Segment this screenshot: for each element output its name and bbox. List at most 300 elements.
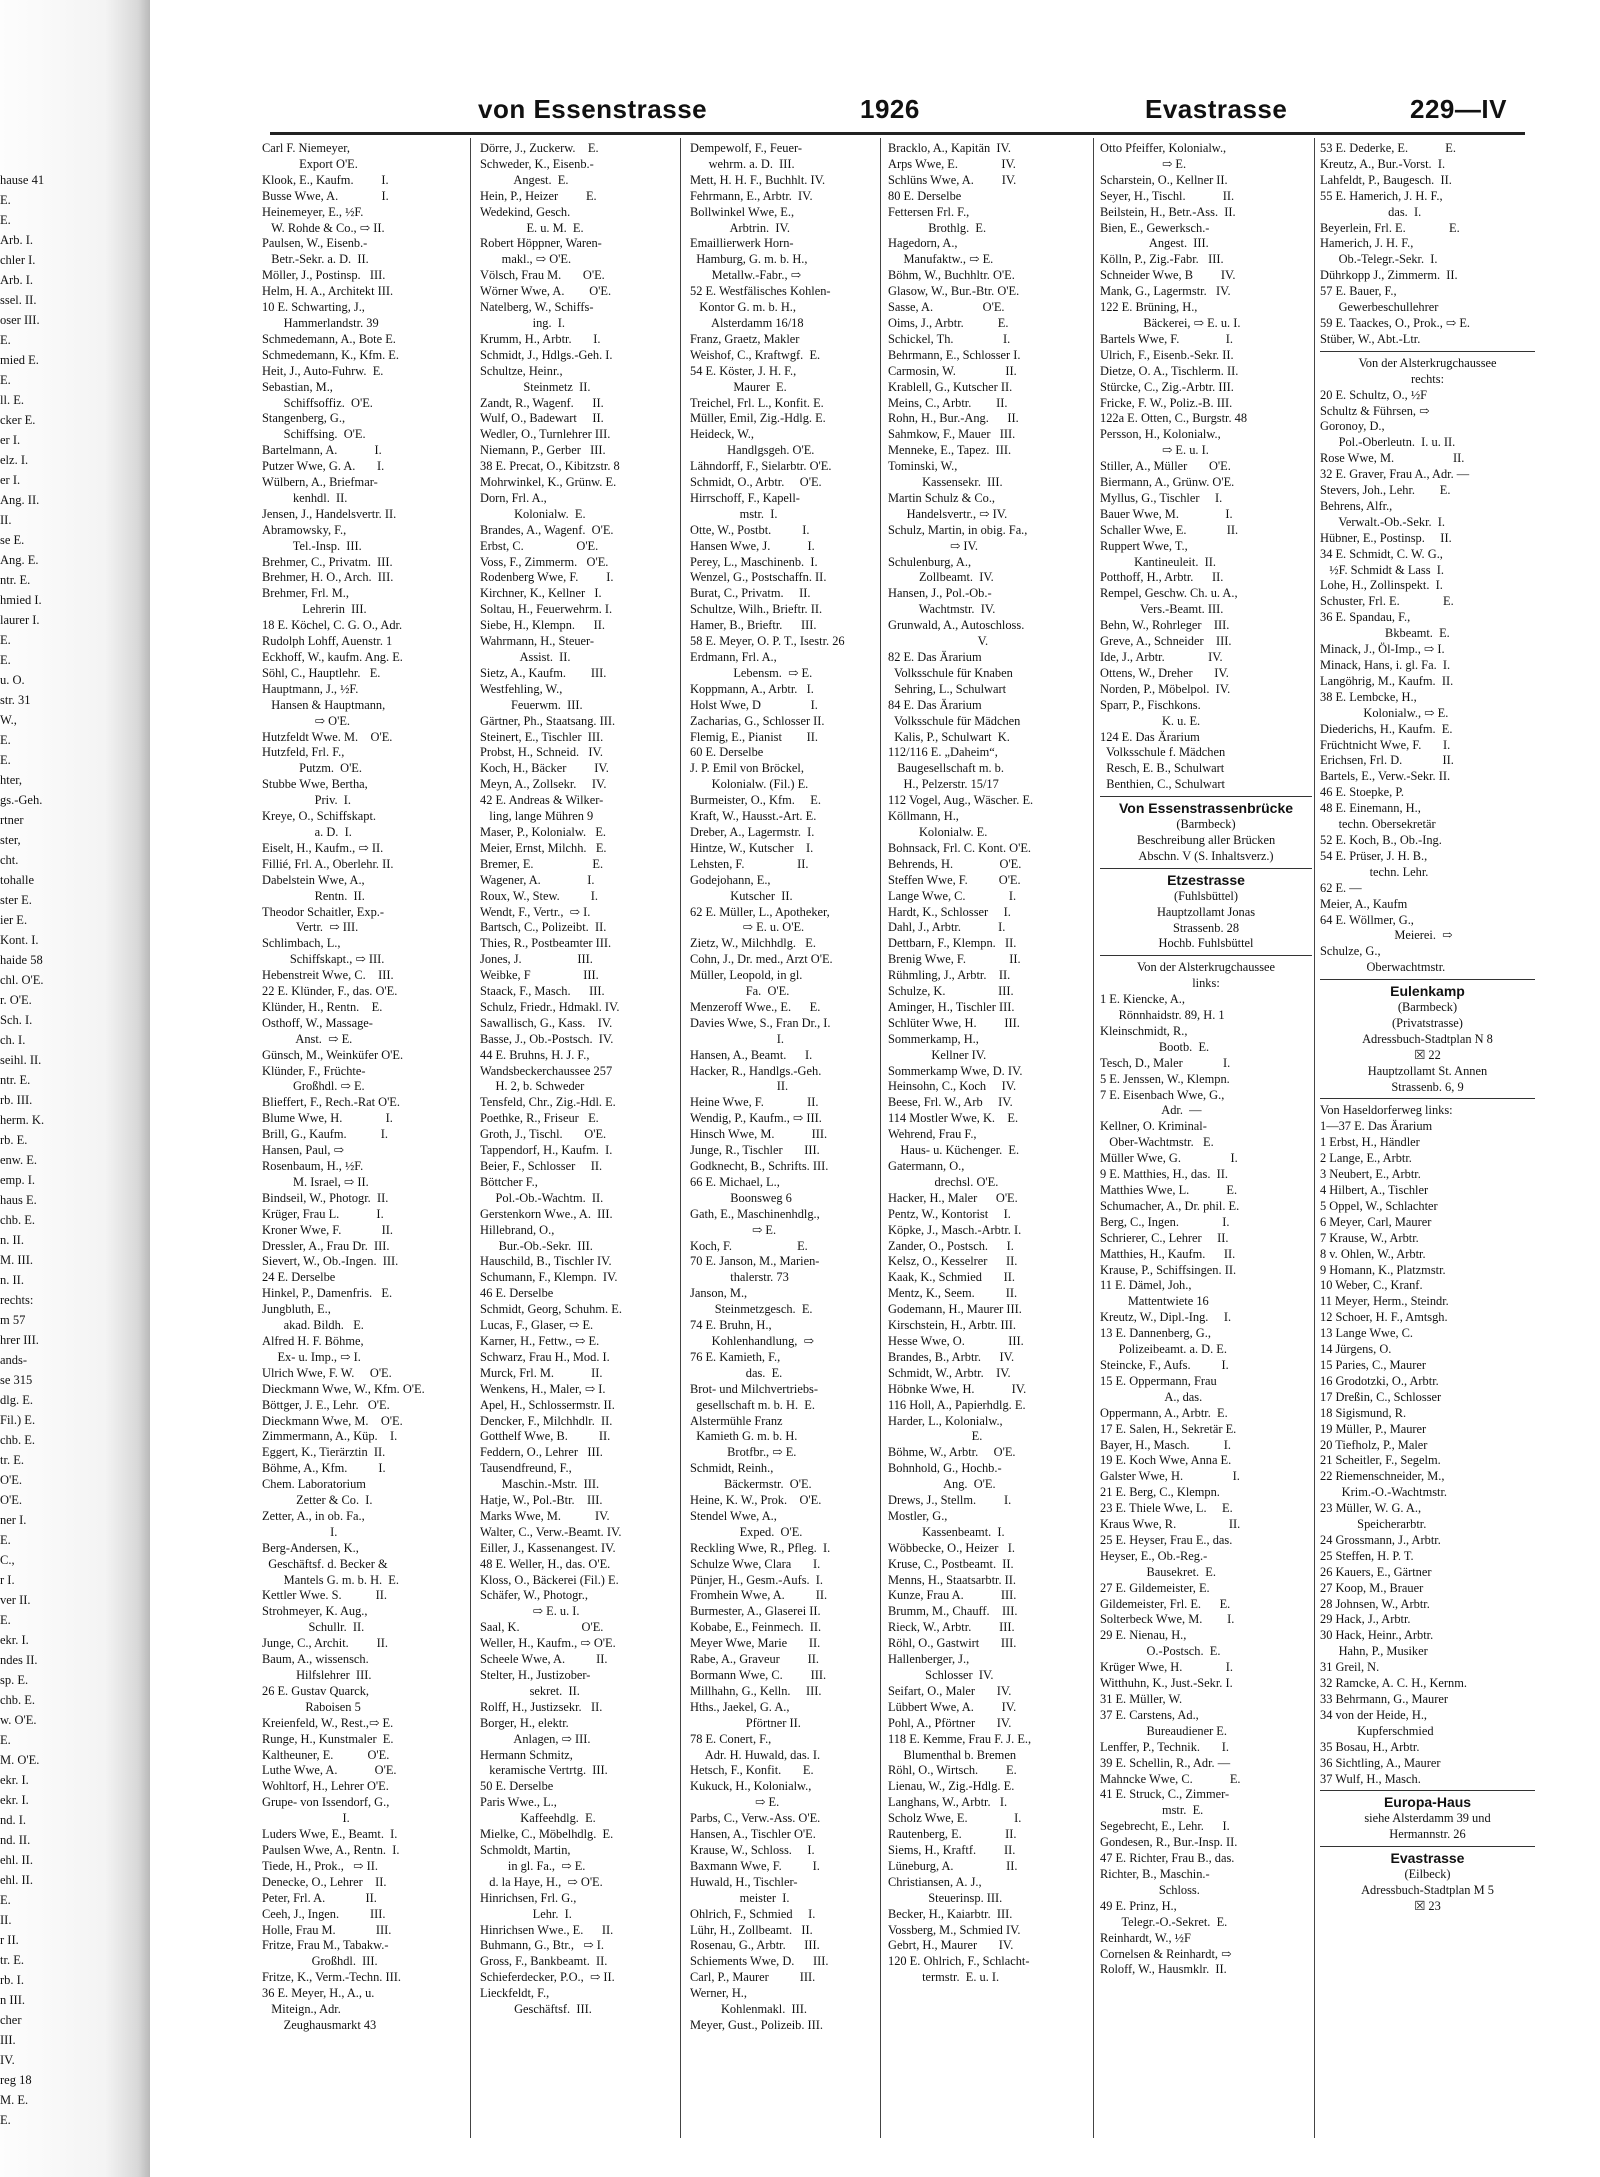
street-note: ☒ 23	[1414, 1898, 1441, 1913]
directory-entry: 54 E. Prüser, J. H. B.,	[1320, 848, 1428, 863]
directory-entry: Beese, Frl. W., Arb IV.	[888, 1095, 1013, 1110]
directory-entry: Voss, F., Zimmerm. O'E.	[480, 554, 609, 569]
directory-entry: 41 E. Struck, C., Zimmer-	[1100, 1787, 1230, 1802]
margin-fragment: er I.	[0, 473, 21, 487]
directory-entry: Zeughausmarkt 43	[262, 2017, 377, 2032]
directory-entry: Tel.-Insp. III.	[262, 538, 362, 553]
directory-entry: Brandes, A., Wagenf. O'E.	[480, 522, 614, 537]
directory-entry: Resch, E. B., Schulwart	[1100, 761, 1225, 776]
directory-entry: Wulf, O., Badewart II.	[480, 411, 604, 426]
directory-entry: Arbtrin. IV.	[690, 220, 790, 235]
directory-entry: mstr. E.	[1100, 1803, 1204, 1818]
directory-entry: Koch, H., Bäcker IV.	[480, 761, 609, 776]
directory-entry: Hansen, Paul, ⇨	[262, 1143, 344, 1158]
directory-entry: 60 E. Derselbe	[690, 745, 764, 760]
margin-fragment: mied E.	[0, 353, 39, 367]
directory-entry: Kalis, P., Schulwart K.	[888, 729, 1010, 744]
directory-entry: Maser, P., Kolonialw. E.	[480, 824, 607, 839]
directory-entry: Baxmann Wwe, F. I.	[690, 1858, 820, 1873]
directory-entry: 5 Oppel, W., Schlachter	[1320, 1198, 1438, 1213]
directory-entry: 58 E. Meyer, O. P. T., Isestr. 26	[690, 634, 845, 649]
directory-entry: Eiselt, H., Kaufm., ⇨ II.	[262, 840, 384, 855]
margin-fragment: ll. E.	[0, 393, 24, 407]
directory-entry: Sietz, A., Kaufm. III.	[480, 665, 607, 680]
directory-entry: Sehring, L., Schulwart	[888, 681, 1007, 696]
directory-entry: mstr. I.	[690, 506, 778, 521]
directory-entry: Polizeibeamt. a. D. E.	[1100, 1342, 1227, 1357]
margin-fragment: Kont. I.	[0, 933, 39, 947]
directory-entry: Lebensm. ⇨ E.	[690, 665, 813, 680]
directory-entry: Dieckmann Wwe, W., Kfm. O'E.	[262, 1381, 425, 1396]
directory-entry: Meyer, Gust., Polizeib. III.	[690, 2017, 824, 2032]
directory-entry: Böhm, W., Buchhltr. O'E.	[888, 268, 1015, 283]
directory-column-1	[262, 141, 455, 2034]
directory-entry: Roux, W., Stew. I.	[480, 888, 598, 903]
directory-entry: Maurer E.	[690, 379, 787, 394]
directory-entry: Chem. Laboratorium	[262, 1477, 366, 1492]
directory-entry: Apel, H., Schlossermstr. II.	[480, 1397, 615, 1412]
directory-entry: Perey, L., Maschinenb. I.	[690, 554, 818, 569]
directory-entry: gesellschaft m. b. H. E.	[690, 1397, 815, 1412]
directory-entry: 36 E. Spandau, F.,	[1320, 610, 1411, 625]
directory-entry: Gerstenkorn Wwe., A. III.	[480, 1206, 613, 1221]
directory-column-4	[888, 141, 1088, 1986]
directory-entry: Harder, L., Kolonialw.,	[888, 1413, 1003, 1428]
directory-entry: Jones, J. III.	[480, 952, 593, 967]
margin-fragment: Fil.) E.	[0, 1413, 36, 1427]
directory-entry: 8 v. Ohlen, W., Arbtr.	[1320, 1246, 1426, 1261]
directory-entry: Kellner IV.	[888, 1047, 987, 1062]
directory-entry: Paulsen, W., Eisenb.-	[262, 236, 368, 251]
street-note: (Eilbeck)	[1404, 1867, 1451, 1882]
directory-entry: Ide, J., Arbtr. IV.	[1100, 650, 1223, 664]
directory-entry: 22 E. Klünder, F., das. O'E.	[262, 984, 398, 999]
directory-entry: Bkbeamt. E.	[1320, 626, 1450, 641]
directory-entry: 2 Lange, E., Arbtr.	[1320, 1151, 1412, 1166]
street-note: Hauptzollamt Jonas	[1156, 904, 1256, 919]
margin-fragment: E.	[0, 193, 11, 207]
directory-entry: Godejohann, E.,	[690, 872, 771, 887]
directory-entry: Schultze, Wilh., Brieftr. II.	[690, 602, 823, 617]
directory-entry: Bindseil, W., Photogr. II.	[262, 1190, 389, 1205]
directory-entry: Sommerkamp Wwe, D. IV.	[888, 1063, 1023, 1078]
directory-entry: 118 E. Kemme, Frau F. J. E.,	[888, 1731, 1032, 1746]
column-divider	[1314, 138, 1315, 2138]
directory-entry: Telegr.-O.-Sekret. E.	[1100, 1914, 1228, 1929]
directory-entry: Schiffsing. O'E.	[262, 427, 366, 442]
directory-entry: Großhdl. ⇨ E.	[262, 1079, 365, 1094]
directory-entry: 44 E. Bruhns, H. J. F.,	[480, 1047, 590, 1062]
directory-entry: Kloss, O., Bäckerei (Fil.) E.	[480, 1572, 619, 1587]
directory-entry: Scholz Wwe, E. I.	[888, 1811, 1022, 1826]
directory-entry: ⇨ O'E.	[262, 713, 350, 728]
margin-fragment: ands-	[0, 1353, 28, 1367]
directory-entry: 112/116 E. „Daheim“,	[888, 745, 998, 760]
directory-entry: Wenkens, H., Maler, ⇨ I.	[480, 1381, 606, 1396]
directory-entry: Rieck, W., Arbtr. III.	[888, 1620, 1015, 1635]
directory-entry: Völsch, Frau M. O'E.	[480, 268, 605, 283]
directory-entry: Busse Wwe, A. I.	[262, 188, 389, 203]
directory-entry: Hansen Wwe, J. I.	[690, 538, 815, 553]
directory-entry: Gath, E., Maschinenhdlg.,	[690, 1206, 820, 1221]
directory-entry: Schickel, Th. I.	[888, 331, 1011, 346]
directory-entry: Schiffskapt., ⇨ III.	[262, 952, 385, 967]
directory-entry: 64 E. Wöllmer, G.,	[1320, 912, 1414, 927]
directory-entry: Kantineuleit. II.	[1100, 554, 1216, 569]
directory-entry: Schäfer, W., Photogr.,	[480, 1588, 588, 1603]
directory-entry: Behrends, H. O'E.	[888, 856, 1022, 871]
directory-entry: Eiller, J., Kassenangest. IV.	[480, 1540, 616, 1555]
directory-entry: Weller, H., Kaufm., ⇨ O'E.	[480, 1636, 616, 1651]
directory-entry: 24 Grossmann, J., Arbtr.	[1320, 1532, 1441, 1547]
directory-entry: Fillié, Frl. A., Oberlehr. II.	[262, 856, 394, 871]
directory-entry: Junge, C., Archit. II.	[262, 1636, 388, 1651]
directory-entry: Hein, P., Heizer E.	[480, 188, 597, 203]
directory-entry: Lehrerin III.	[262, 602, 367, 617]
header-year: 1926	[860, 94, 920, 124]
directory-entry: Strohmeyer, K. Aug.,	[262, 1604, 368, 1619]
directory-entry: Ober-Wachtmstr. E.	[1100, 1135, 1214, 1150]
directory-entry: Wandsbeckerchaussee 257	[480, 1063, 613, 1078]
directory-entry: Persson, H., Kolonialw.,	[1100, 427, 1221, 442]
directory-entry: 15 E. Oppermann, Frau	[1100, 1373, 1217, 1388]
directory-entry: Kohlenmakl. III.	[690, 2002, 807, 2017]
directory-entry: Tensfeld, Chr., Zig.-Hdl. E.	[480, 1095, 616, 1110]
directory-entry: Heinsohn, C., Koch IV.	[888, 1079, 1017, 1094]
section-divider	[1320, 1098, 1535, 1099]
street-heading: Etzestrasse	[1167, 872, 1245, 888]
section-divider	[1100, 868, 1312, 869]
directory-entry: Schwarz, Frau H., Mod. I.	[480, 1349, 610, 1364]
margin-fragment: ssel. II.	[0, 293, 37, 307]
directory-entry: Sebastian, M.,	[262, 379, 333, 394]
directory-entry: Siems, H., Kraftf. II.	[888, 1842, 1016, 1857]
directory-entry: Fromhein Wwe, A. II.	[690, 1588, 828, 1603]
directory-entry: 9 E. Matthies, H., das. II.	[1100, 1167, 1229, 1182]
directory-entry: Hauptmann, J., ½F.	[262, 681, 359, 696]
margin-fragment: ner I.	[0, 1513, 27, 1527]
directory-entry: Fricke, F. W., Poliz.-B. III.	[1100, 395, 1233, 410]
directory-entry: 16 Grodotzki, O., Arbtr.	[1320, 1373, 1439, 1388]
directory-entry: techn. Obersekretär	[1320, 817, 1436, 832]
page-header	[160, 94, 1520, 128]
directory-entry: Christiansen, A. J.,	[888, 1874, 982, 1889]
margin-fragment: E.	[0, 1893, 11, 1907]
directory-entry: Hths., Jaekel, G. A.,	[690, 1699, 790, 1714]
street-note: Strassenb. 28	[1172, 920, 1240, 935]
directory-entry: Vossberg, M., Schmied IV.	[888, 1922, 1021, 1937]
directory-entry: Eggert, K., Tierärztin II.	[262, 1445, 386, 1460]
directory-entry: Millhahn, G., Kelln. III.	[690, 1683, 822, 1698]
directory-entry: Steuerinsp. III.	[888, 1890, 1003, 1905]
directory-entry: 32 E. Graver, Frau A., Adr. —	[1320, 467, 1470, 482]
directory-entry: Weibke, F III.	[480, 968, 599, 983]
directory-entry: Dreber, A., Lagermstr. I.	[690, 824, 815, 839]
directory-entry: Buhmann, G., Btr., ⇨ I.	[480, 1938, 604, 1953]
directory-entry: Scheele Wwe, A. II.	[480, 1652, 608, 1667]
directory-entry: 34 E. Schmidt, C. W. G.,	[1320, 546, 1443, 561]
directory-entry: Fa. O'E.	[690, 984, 790, 999]
directory-entry: Handlgsgeh. O'E.	[690, 443, 815, 458]
margin-fragment: m 57	[0, 1313, 26, 1327]
directory-entry: Franz, Graetz, Makler	[690, 331, 800, 346]
margin-fragment: E.	[0, 633, 11, 647]
directory-entry: Tausendfreund, F.,	[480, 1461, 572, 1476]
directory-entry: Meierei. ⇨	[1320, 928, 1453, 943]
directory-entry: Rose Wwe, M. II.	[1320, 451, 1465, 466]
directory-entry: 122 E. Brüning, H.,	[1100, 300, 1198, 315]
directory-entry: Rudolph Lohff, Auenstr. 1	[262, 634, 393, 649]
directory-entry: Handelsvertr., ⇨ IV.	[888, 506, 1008, 521]
directory-entry: Wachtmstr. IV.	[888, 602, 996, 617]
directory-entry: Fritze, K., Verm.-Techn. III.	[262, 1970, 401, 1985]
directory-entry: 11 E. Dämel, Joh.,	[1100, 1278, 1192, 1293]
directory-entry: 46 E. Derselbe	[480, 1286, 554, 1301]
directory-entry: Hinrichsen Wwe., E. II.	[480, 1922, 614, 1937]
directory-entry: Gebrt, H., Maurer IV.	[888, 1938, 1014, 1953]
directory-entry: Wendt, F., Vertr., ⇨ I.	[480, 904, 591, 919]
directory-entry: ⇨ E. u. I.	[1100, 443, 1209, 458]
directory-entry: 37 Wulf, H., Masch.	[1320, 1771, 1421, 1786]
directory-entry: Schulze, K. III.	[888, 984, 1014, 999]
directory-entry: M. Israel, ⇨ II.	[262, 1174, 369, 1189]
directory-entry: Brandes, B., Arbtr. IV.	[888, 1349, 1015, 1364]
directory-entry: Schieferdecker, P.O., ⇨ II.	[480, 1970, 615, 1985]
margin-fragment: Arb. I.	[0, 273, 33, 287]
margin-fragment: Arb. I.	[0, 233, 33, 247]
directory-entry: 6 Meyer, Carl, Maurer	[1320, 1214, 1432, 1229]
directory-entry: Ruppert Wwe, T.,	[1100, 538, 1188, 553]
directory-entry: 46 E. Stoepke, P.	[1320, 785, 1404, 800]
directory-entry: Benthien, C., Schulwart	[1100, 777, 1225, 792]
directory-entry: Stangenberg, G.,	[262, 411, 346, 426]
directory-entry: Lühr, H., Zollbeamt. II.	[690, 1922, 813, 1937]
directory-entry: 124 E. Das Ärarium	[1100, 729, 1200, 744]
directory-entry: Wahrmann, H., Steuer-	[480, 634, 595, 649]
directory-entry: Meyer Wwe, Marie II.	[690, 1636, 821, 1651]
margin-fragment: E.	[0, 373, 11, 387]
directory-entry: makl., ⇨ O'E.	[480, 252, 572, 267]
directory-entry: 57 E. Bauer, F.,	[1320, 284, 1397, 299]
directory-entry: Stiller, A., Müller O'E.	[1100, 459, 1231, 474]
directory-entry: Meins, C., Arbtr. II.	[888, 395, 1008, 410]
directory-entry: Zimmermann, A., Küp. I.	[262, 1429, 398, 1444]
directory-entry: d. la Haye, H., ⇨ O'E.	[480, 1874, 603, 1889]
directory-entry: 62 E. —	[1320, 880, 1362, 895]
directory-entry: Reckling Wwe, R., Pfleg. I.	[690, 1540, 831, 1555]
directory-entry: II.	[690, 1079, 789, 1094]
directory-entry: Schmoldt, Martin,	[480, 1842, 571, 1857]
directory-entry: 30 Hack, Heinr., Arbtr.	[1320, 1628, 1434, 1643]
facing-page-gutter	[0, 0, 150, 2177]
directory-entry: Ang. O'E.	[888, 1477, 996, 1492]
directory-entry: Hamer, B., Brieftr. III.	[690, 618, 817, 633]
directory-entry: Ulrich Wwe, F. W. O'E.	[262, 1365, 392, 1380]
margin-fragment: r II.	[0, 1933, 19, 1947]
directory-entry: A., das.	[1100, 1389, 1203, 1404]
directory-entry: Gatermann, O.,	[888, 1159, 965, 1173]
directory-entry: 9 Homann, K., Platzmstr.	[1320, 1262, 1446, 1277]
directory-entry: Hansen, A., Tischler O'E.	[690, 1827, 816, 1842]
margin-fragment: se E.	[0, 533, 25, 547]
directory-entry: Oims, J., Arbtr. E.	[888, 315, 1009, 330]
directory-entry: Hansen, A., Beamt. I.	[690, 1047, 813, 1062]
column-divider	[880, 138, 881, 2138]
directory-entry: Dettbarn, F., Klempn. II.	[888, 936, 1017, 951]
directory-entry: Manufaktw., ⇨ E.	[888, 252, 994, 267]
directory-entry: Abramowsky, F.,	[262, 522, 347, 537]
directory-entry: Koch, F. E.	[690, 1238, 808, 1253]
directory-entry: Hinkel, P., Damenfris. E.	[262, 1286, 393, 1301]
directory-entry: Tominski, W.,	[888, 459, 958, 474]
directory-entry: Zietz, W., Milchhdlg. E.	[690, 936, 816, 951]
directory-entry: Rentn. II.	[262, 888, 365, 903]
directory-entry: 1—37 E. Das Ärarium	[1320, 1119, 1433, 1134]
directory-entry: Hebenstreit Wwe, C. III.	[262, 968, 394, 983]
street-note: links:	[1192, 976, 1220, 991]
directory-entry: 13 Lange Wwe, C.	[1320, 1326, 1414, 1341]
directory-entry: 22 Riemenschneider, M.,	[1320, 1469, 1445, 1484]
directory-entry: Pohl, A., Pförtner IV.	[888, 1715, 1012, 1730]
directory-entry: Berg, C., Ingen. I.	[1100, 1214, 1230, 1229]
directory-entry: 34 von der Heide, H.,	[1320, 1707, 1428, 1722]
directory-entry: 28 Johnsen, W., Arbtr.	[1320, 1596, 1430, 1611]
directory-entry: Alstermühle Franz	[690, 1413, 783, 1428]
directory-entry: Pol.-Ob.-Wachtm. II.	[480, 1190, 604, 1205]
street-note: Adressbuch-Stadtplan M 5	[1361, 1882, 1494, 1897]
page-number: 229—IV	[1410, 94, 1507, 124]
margin-fragment: C.,	[0, 1553, 15, 1567]
directory-entry: 7 Krause, W., Arbtr.	[1320, 1230, 1419, 1245]
directory-entry: Godemann, H., Maurer III.	[888, 1302, 1022, 1317]
directory-entry: Segebrecht, E., Lehr. I.	[1100, 1819, 1230, 1834]
directory-entry: Emaillierwerk Horn-	[690, 236, 794, 251]
directory-entry: Rabe, A., Graveur II.	[690, 1652, 820, 1667]
directory-entry: 23 E. Thiele Wwe, L. E.	[1100, 1501, 1233, 1516]
directory-entry: 59 E. Taackes, O., Prok., ⇨ E.	[1320, 315, 1471, 330]
margin-fragment: E.	[0, 1613, 11, 1627]
directory-entry: Junge, R., Tischler III.	[690, 1143, 820, 1158]
directory-entry: Kolonialw. (Fil.) E.	[690, 777, 809, 792]
directory-entry: Dempewolf, F., Feuer-	[690, 141, 802, 155]
directory-entry: Blieffert, F., Rech.-Rat O'E.	[262, 1095, 400, 1110]
margin-fragment: er I.	[0, 433, 21, 447]
directory-entry: Natelberg, W., Schiffs-	[480, 300, 594, 315]
street-note: ☒ 22	[1414, 1047, 1441, 1062]
margin-fragment: ster,	[0, 833, 21, 847]
directory-entry: 37 E. Carstens, Ad.,	[1100, 1707, 1199, 1722]
directory-entry: Hamerich, J. H. F.,	[1320, 236, 1414, 251]
directory-entry: Müller Wwe, G. I.	[1100, 1151, 1238, 1166]
directory-entry: Bartels, E., Verw.-Sekr. II.	[1320, 769, 1451, 784]
directory-entry: 74 E. Bruhn, H.,	[690, 1318, 772, 1333]
margin-fragment: tohalle	[0, 873, 35, 887]
column-divider	[680, 138, 681, 2138]
directory-entry: Meier, Ernst, Milchh. E.	[480, 840, 607, 855]
margin-fragment: u. O.	[0, 673, 25, 687]
directory-entry: Erdmann, Frl. A.,	[690, 650, 777, 664]
directory-entry: Saal, K. O'E.	[480, 1620, 604, 1635]
directory-entry: Fehrmann, E., Arbtr. IV.	[690, 188, 813, 203]
directory-entry: Speicherarbtr.	[1320, 1517, 1427, 1532]
street-note: (Fuhlsbüttel)	[1173, 888, 1239, 903]
directory-entry: Osthoff, W., Massage-	[262, 1015, 373, 1030]
directory-entry: ⇨ IV.	[888, 538, 979, 553]
directory-entry: Goronoy, D.,	[1320, 419, 1385, 434]
directory-entry: termstr. E. u. I.	[888, 1970, 1000, 1985]
directory-entry: Tappendorf, H., Kaufm. I.	[480, 1143, 613, 1158]
directory-entry: ling, lange Mühren 9	[480, 809, 594, 824]
directory-entry: Schulenburg, A.,	[888, 554, 972, 569]
directory-entry: Bremer, E. E.	[480, 856, 604, 871]
directory-entry: Robert Höppner, Waren-	[480, 236, 602, 251]
directory-entry: Rolff, H., Justizsekr. II.	[480, 1699, 603, 1714]
section-divider	[1320, 351, 1535, 352]
directory-entry: 62 E. Müller, L., Apotheker,	[690, 904, 830, 919]
directory-entry: Geschäftsf. d. Becker &	[262, 1556, 388, 1571]
directory-entry: Brill, G., Kaufm. I.	[262, 1127, 388, 1142]
directory-entry: Dorn, Frl. A.,	[480, 490, 547, 505]
directory-entry: ⇨ E.	[690, 1222, 777, 1237]
directory-entry: Schmedemann, K., Kfm. E.	[262, 347, 399, 362]
directory-entry: Lahfeldt, P., Baugesch. II.	[1320, 172, 1452, 187]
directory-entry: Wenzel, G., Postschaffn. II.	[690, 570, 827, 585]
directory-entry: Marks Wwe, M. IV.	[480, 1508, 610, 1523]
street-heading: Europa-Haus	[1383, 1795, 1472, 1811]
directory-entry: 84 E. Das Ärarium	[888, 697, 982, 712]
directory-entry: Jungbluth, E.,	[262, 1302, 331, 1317]
directory-entry: Hauschild, B., Tischler IV.	[480, 1254, 612, 1269]
directory-entry: Hermann Schmitz,	[480, 1747, 573, 1762]
directory-entry: Pentz, W., Kontorist I.	[888, 1206, 1011, 1221]
directory-entry: E. u. M. E.	[480, 220, 584, 235]
directory-entry: Rohn, H., Bur.-Ang. II.	[888, 411, 1019, 426]
street-heading: Von Essenstrassenbrücke	[1118, 801, 1294, 817]
directory-entry: Kellner, O. Kriminal-	[1100, 1119, 1207, 1134]
directory-entry: Mattentwiete 16	[1100, 1294, 1209, 1309]
directory-entry: Carl, P., Maurer III.	[690, 1970, 816, 1985]
directory-entry: akad. Bildh. E.	[262, 1318, 364, 1333]
directory-entry: Norden, P., Möbelpol. IV.	[1100, 681, 1231, 696]
directory-entry: Galster Wwe, H. I.	[1100, 1469, 1240, 1484]
directory-entry: Dencker, F., Milchhdlr. II.	[480, 1413, 613, 1428]
margin-fragment: E.	[0, 213, 11, 227]
directory-entry: Schlimbach, L.,	[262, 936, 341, 951]
section-divider	[1320, 1790, 1535, 1791]
directory-entry: Schlüns Wwe, A. IV.	[888, 172, 1017, 187]
directory-entry: Mank, G., Lagermstr. IV.	[1100, 284, 1231, 299]
directory-entry: Schuster, Frl. E. E.	[1320, 594, 1454, 609]
directory-entry: Luders Wwe, E., Beamt. I.	[262, 1827, 398, 1842]
directory-entry: Cohn, J., Dr. med., Arzt O'E.	[690, 952, 833, 967]
directory-entry: 112 Vogel, Aug., Wäscher. E.	[888, 793, 1034, 808]
directory-entry: Feuerwm. III.	[480, 697, 583, 712]
directory-entry: Menns, H., Staatsarbtr. II.	[888, 1572, 1017, 1587]
directory-entry: Bauer Wwe, M. I.	[1100, 506, 1233, 521]
directory-entry: Ceeh, J., Ingen. III.	[262, 1906, 386, 1921]
directory-entry: Meyn, A., Zollsekr. IV.	[480, 777, 607, 792]
directory-entry: Seifart, O., Maler IV.	[888, 1683, 1012, 1698]
directory-entry: kenhdl. II.	[262, 490, 348, 505]
directory-entry: Blume Wwe, H. I.	[262, 1111, 393, 1126]
directory-entry: Matthies, H., Kaufm. II.	[1100, 1246, 1236, 1261]
directory-entry: Langöhrig, M., Kaufm. II.	[1320, 673, 1454, 688]
directory-entry: Kölln, P., Zig.-Fabr. III.	[1100, 252, 1224, 267]
directory-entry: Klünder, F., Früchte-	[262, 1063, 366, 1078]
column-divider	[1093, 138, 1094, 2138]
directory-entry: Drews, J., Stellm. I.	[888, 1493, 1012, 1508]
directory-entry: Dahl, J., Arbtr. I.	[888, 920, 1006, 935]
